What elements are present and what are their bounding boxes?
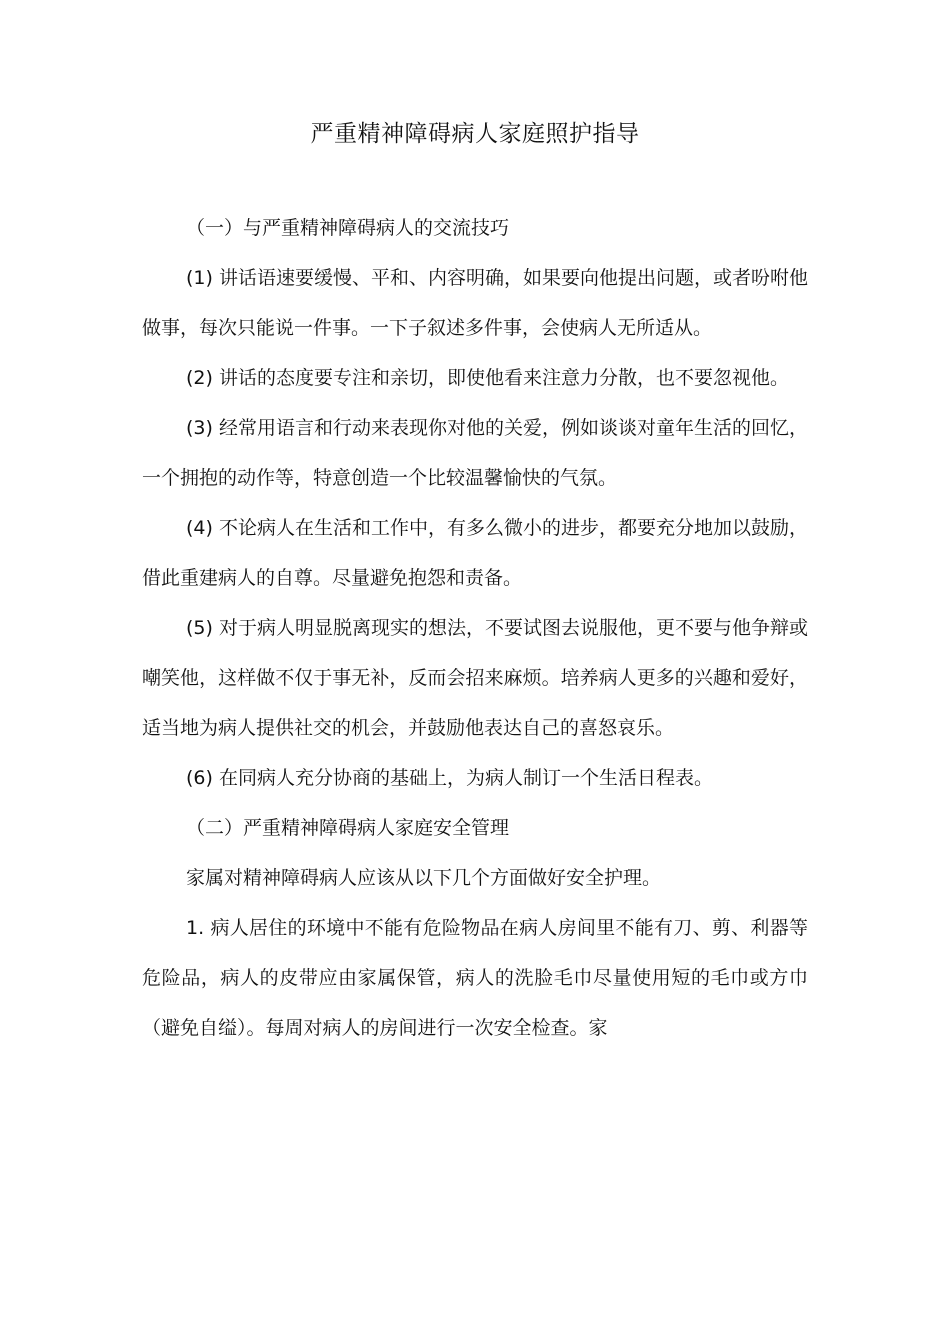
paragraph-safety-intro: 家属对精神障碍病人应该从以下几个方面做好安全护理。 [186, 867, 662, 889]
document-body [142, 203, 808, 1053]
document-title: 严重精神障碍病人家庭照护指导 [310, 121, 640, 147]
paragraph-item-3: (3) 经常用语言和行动来表现你对他的关爱，例如谈谈对童年生活的回忆，一个拥抱的动作等，特意创造一个比较温馨愉快的气氛。 [142, 417, 808, 489]
section-heading-communication: （一）与严重精神障碍病人的交流技巧 [186, 217, 510, 239]
paragraph-safety-item-1: 1. 病人居住的环境中不能有危险物品在病人房间里不能有刀、剪、利器等危险品，病人的皮带应由家属保管，病人的洗脸毛巾尽量使用短的毛巾或方巾（避免自缢）。每周对病人的房间进行一次安全检查。家 [142, 917, 808, 1039]
paragraph-item-6: (6) 在同病人充分协商的基础上，为病人制订一个生活日程表。 [186, 767, 713, 789]
paragraph-item-2: (2) 讲话的态度要专注和亲切，即使他看来注意力分散，也不要忽视他。 [186, 367, 789, 389]
paragraph-item-1: (1) 讲话语速要缓慢、平和、内容明确，如果要向他提出问题，或者吩咐他做事，每次只能说一件事。一下子叙述多件事，会使病人无所适从。 [142, 267, 808, 339]
paragraph-item-4: (4) 不论病人在生活和工作中，有多么微小的进步，都要充分地加以鼓励，借此重建病人的自尊。尽量避免抱怨和责备。 [142, 517, 808, 589]
section-heading-safety: （二）严重精神障碍病人家庭安全管理 [186, 817, 510, 839]
paragraph-item-5: (5) 对于病人明显脱离现实的想法，不要试图去说服他，更不要与他争辩或嘲笑他，这样做不仅于事无补，反而会招来麻烦。培养病人更多的兴趣和爱好，适当地为病人提供社交的机会，并鼓励他表达自己的喜怒哀乐。 [142, 617, 808, 739]
